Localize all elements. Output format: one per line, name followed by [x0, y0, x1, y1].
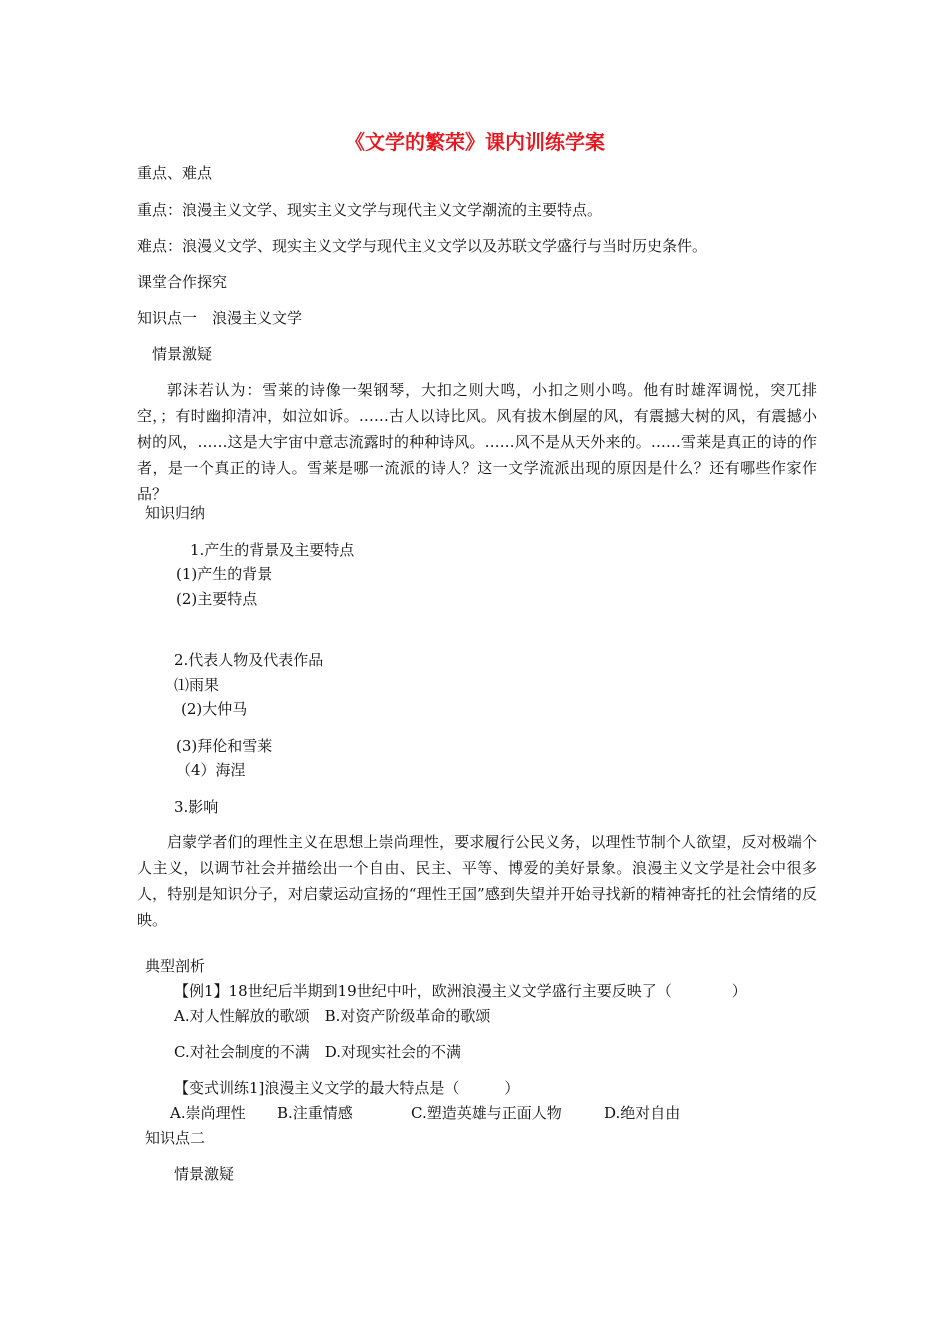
influence-paragraph: 启蒙学者们的理性主义在思想上崇尚理性，要求履行公民义务，以理性节制个人欲望，反对极端个人主义，以调节社会并描绘出一个自由、民主、平等、博爱的美好景象。浪漫主义文学是社会中很多人，特别是知识分子，对启蒙运动宣扬的“理性王国”感到失望并开始寻找新的精神寄托的社会情绪的反映。	[137, 833, 817, 929]
difficulty-text: 难点：浪漫义文学、现实主义文学与现代主义文学以及苏联文学盛行与当时历史条件。	[137, 237, 708, 255]
list-item-2-3: (3)拜伦和雪莱	[176, 737, 273, 755]
knowledge-point-1-heading: 知识点一 浪漫主义文学	[137, 309, 303, 327]
analysis-heading: 典型剖析	[145, 957, 206, 975]
example-1-question: 【例1】18世纪后半期到19世纪中叶，欧洲浪漫主义文学盛行主要反映了（ ）	[174, 982, 747, 1000]
variant-1-option-a: A.崇尚理性	[170, 1104, 246, 1122]
variant-1-question: 【变式训练1]浪漫主义文学的最大特点是（ ）	[174, 1079, 520, 1097]
example-1-options-cd: C.对社会制度的不满 D.对现实社会的不满	[174, 1043, 461, 1061]
list-item-1-1: (1)产生的背景	[176, 565, 273, 583]
example-1-options-ab: A.对人性解放的歌颂 B.对资产阶级革命的歌颂	[174, 1007, 491, 1025]
list-item-1-2: (2)主要特点	[176, 590, 258, 608]
list-item-3: 3.影响	[174, 798, 219, 816]
doc-title: 《文学的繁荣》课内训练学案	[345, 130, 605, 154]
section-class-inquiry: 课堂合作探究	[137, 273, 228, 291]
list-item-2-2: (2)大仲马	[181, 700, 248, 718]
variant-1-option-b: B.注重情感	[277, 1104, 353, 1122]
scene-heading-2: 情景激疑	[174, 1165, 235, 1183]
variant-1-option-d: D.绝对自由	[604, 1104, 681, 1122]
section-key-points: 重点、难点	[137, 164, 213, 182]
list-item-2: 2.代表人物及代表作品	[174, 651, 324, 669]
list-item-1: 1.产生的背景及主要特点	[190, 541, 355, 559]
scene-heading-1: 情景激疑	[152, 345, 213, 363]
list-item-2-1: ⑴雨果	[174, 676, 220, 694]
summary-heading: 知识归纳	[145, 504, 206, 522]
variant-1-option-c: C.塑造英雄与正面人物	[411, 1104, 562, 1122]
knowledge-point-2-heading: 知识点二	[145, 1129, 206, 1147]
scene-paragraph-1: 郭沫若认为：雪莱的诗像一架钢琴，大扣之则大鸣，小扣之则小鸣。他有时雄浑调悦，突兀排空，；有时幽抑清冲，如泣如诉。……古人以诗比风。风有拔木倒屋的风，有震撼大树的风，有震撼小树的风，……这是大宇宙中意志流露时的种种诗风。……风不是从天外来的。……雪莱是真正的诗的作者，是一个真正的诗人。雪莱是哪一流派的诗人？这一文学流派出现的原因是什么？还有哪些作家作品？	[137, 381, 817, 503]
key-point-text: 重点：浪漫主义文学、现实主义文学与现代主义文学潮流的主要特点。	[137, 201, 603, 219]
list-item-2-4: （4）海涅	[176, 761, 246, 779]
